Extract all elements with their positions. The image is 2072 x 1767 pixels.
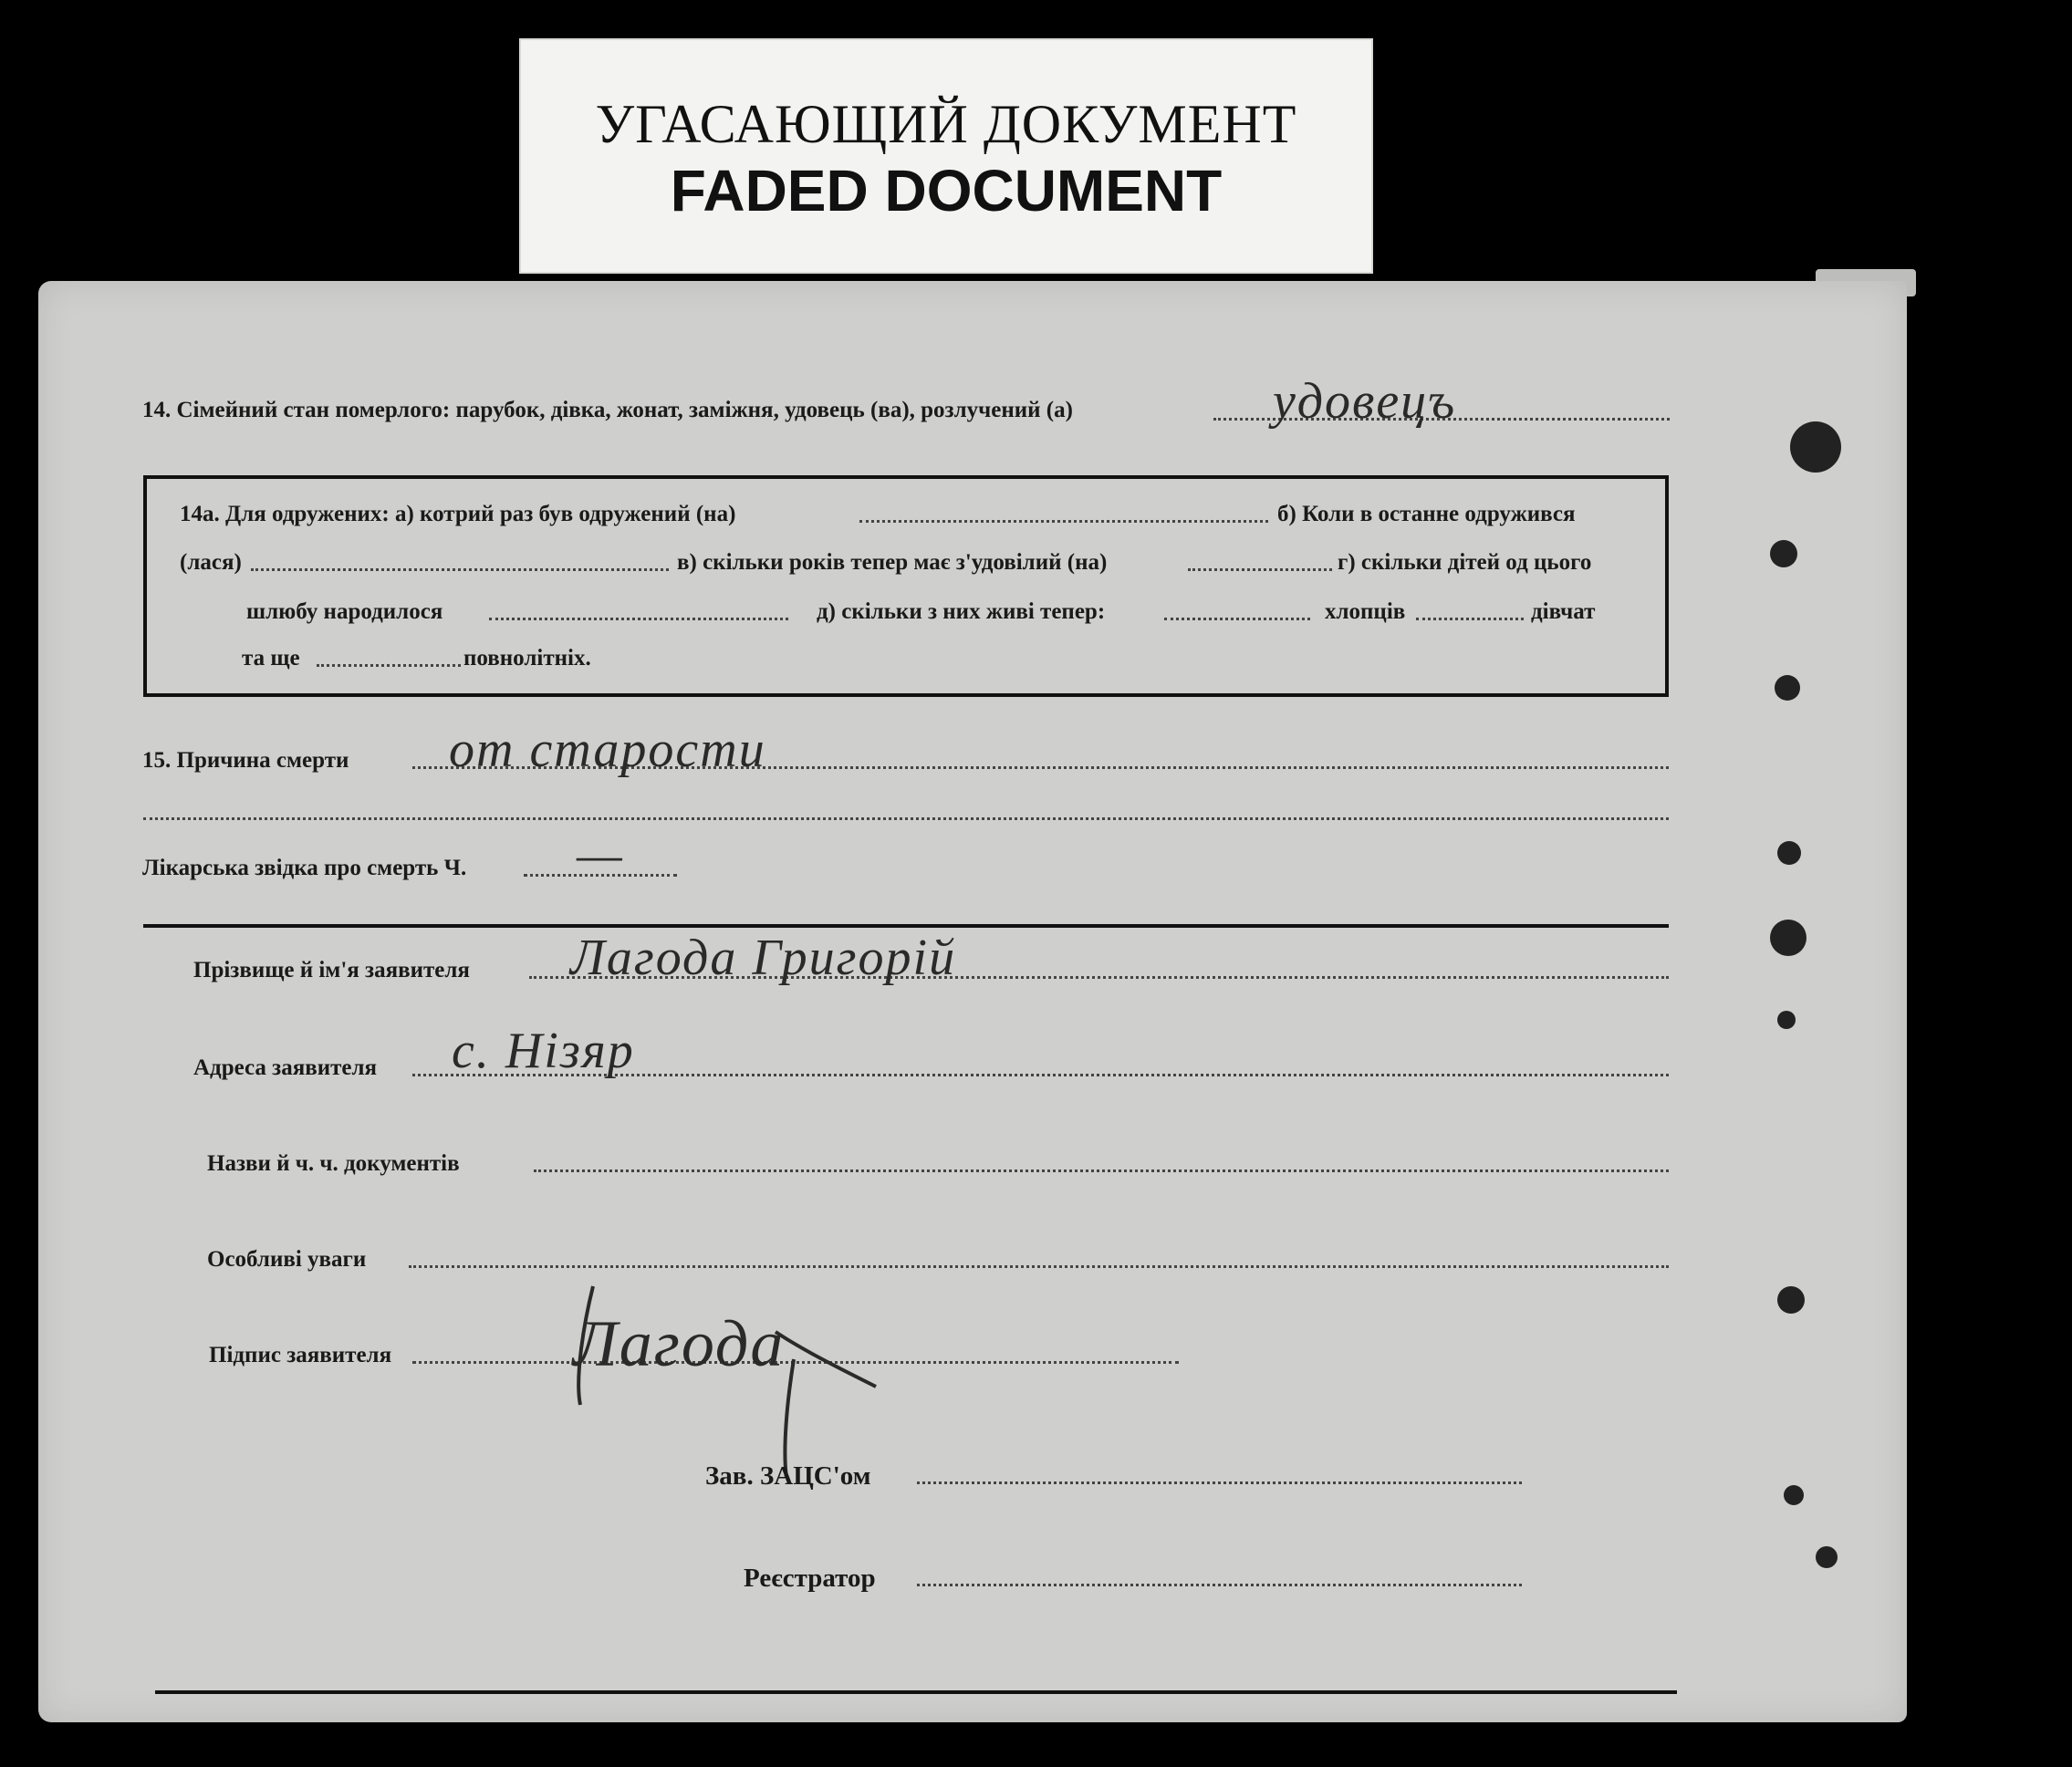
binding-hole-icon (1790, 421, 1841, 473)
signature-label: Підпис заявителя (209, 1343, 392, 1367)
binding-hole-icon (1777, 1286, 1805, 1314)
applicant-signature: Лагода (573, 1307, 786, 1380)
binding-hole-icon (1784, 1485, 1804, 1505)
binding-hole-icon (1777, 841, 1801, 865)
item14a-line2-c: г) скільки дітей од цього (1338, 550, 1592, 575)
item15-line2 (143, 817, 1669, 820)
registrar-line (917, 1584, 1522, 1586)
item14a-line4-a: та ще (242, 646, 300, 670)
item14a-line3-dots3 (1416, 618, 1524, 620)
item14a-line1-a: 14а. Для одружених: а) котрий раз був одружений (на) (180, 502, 736, 526)
section-divider (143, 924, 1669, 928)
item14a-line2-b: в) скільки років тепер має з'удовілий (на) (677, 550, 1108, 575)
item14a-line1-b: б) Коли в останне одружився (1277, 502, 1576, 526)
banner-title-ru: УГАСАЮЩИЙ ДОКУМЕНТ (595, 94, 1297, 154)
documents-line (534, 1169, 1669, 1172)
bottom-rule (155, 1690, 1677, 1694)
binding-hole-icon (1770, 920, 1806, 956)
binding-hole-icon (1775, 675, 1800, 701)
item14-label: 14. Сімейний стан померлого: парубок, дівка, жонат, заміжня, удовець (ва), розлучений (а) (142, 398, 1073, 422)
remarks-label: Особливі уваги (207, 1247, 367, 1272)
faded-document-banner (519, 38, 1373, 274)
applicant-name-label: Прізвище й ім'я заявителя (193, 958, 470, 982)
item14-value: удовецъ (1273, 373, 1457, 430)
binding-hole-icon (1816, 1546, 1838, 1568)
item14a-line3-dots1 (489, 618, 788, 620)
item14a-line2-dots1 (251, 568, 669, 571)
registrar-label: Реєстратор (744, 1564, 876, 1593)
item15-value: от старости (449, 722, 766, 778)
applicant-address-value: с. Нізяр (452, 1023, 635, 1079)
item15-label: 15. Причина смерти (142, 748, 349, 773)
medical-value: — (577, 826, 624, 883)
head-label: Зав. ЗАЦС'ом (705, 1461, 871, 1491)
applicant-name-value: Лагода Григорій (570, 930, 957, 986)
head-line (917, 1481, 1522, 1484)
signature-flourish (547, 1268, 894, 1487)
binding-hole-icon (1777, 1011, 1796, 1029)
item14a-line4-dots (317, 664, 461, 667)
item14a-line3-b: д) скільки з них живі тепер: (817, 599, 1106, 624)
item14a-line3-d: дівчат (1531, 599, 1596, 624)
item14a-line3-a: шлюбу народилося (246, 599, 443, 624)
item14a-line3-dots2 (1164, 618, 1310, 620)
documents-label: Назви й ч. ч. документів (207, 1151, 460, 1176)
item14a-line2-a: (лася) (180, 550, 242, 575)
medical-label: Лікарська звідка про смерть Ч. (142, 856, 467, 880)
binding-hole-icon (1770, 540, 1797, 567)
applicant-address-label: Адреса заявителя (193, 1055, 378, 1080)
item14a-line1-dots (859, 520, 1268, 523)
item14a-line3-c: хлопців (1325, 599, 1406, 624)
banner-title-en: FADED DOCUMENT (670, 158, 1223, 223)
item14a-line4-b: повнолітніх. (463, 646, 591, 670)
item14a-line2-dots2 (1188, 568, 1332, 571)
